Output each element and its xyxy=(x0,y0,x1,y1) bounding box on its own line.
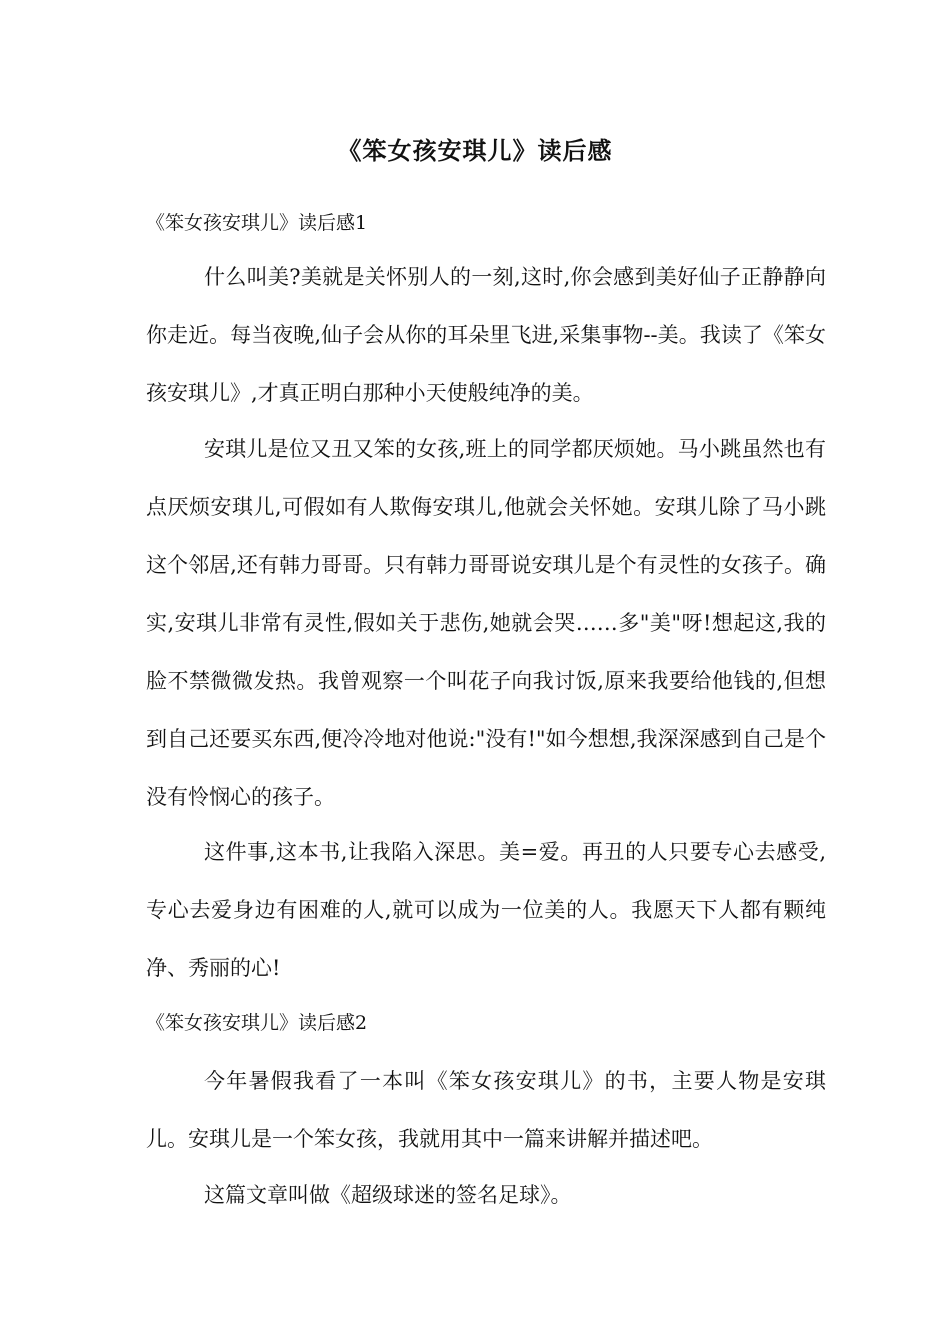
paragraph-2-2: 这篇文章叫做《超级球迷的签名足球》。 xyxy=(204,1183,572,1207)
section-heading-2: 《笨女孩安琪儿》读后感2 xyxy=(146,1012,368,1034)
paragraph-1-3: 这件事,这本书,让我陷入深思。美=爱。再丑的人只要专心去感受,专心去爱身边有困难的人,就可以成为一位美的人。我愿天下人都有颗纯净、秀丽的心! xyxy=(146,840,826,980)
section-heading-1: 《笨女孩安琪儿》读后感1 xyxy=(146,212,368,234)
paragraph-1-1: 什么叫美?美就是关怀别人的一刻,这时,你会感到美好仙子正静静向你走近。每当夜晚,仙子会从你的耳朵里飞进,采集事物--美。我读了《笨女孩安琪儿》,才真正明白那种小天使般纯净的美。 xyxy=(146,265,826,405)
paragraph-2-1: 今年暑假我看了一本叫《笨女孩安琪儿》的书，主要人物是安琪儿。安琪儿是一个笨女孩，我就用其中一篇来讲解并描述吧。 xyxy=(146,1069,826,1151)
paragraph-1-2: 安琪儿是位又丑又笨的女孩,班上的同学都厌烦她。马小跳虽然也有点厌烦安琪儿,可假如有人欺侮安琪儿,他就会关怀她。安琪儿除了马小跳这个邻居,还有韩力哥哥。只有韩力哥哥说安琪儿是个有灵性的女孩子。确实,安琪儿非常有灵性,假如关于悲伤,她就会哭……多"美"呀!想起这,我的脸不禁微微发热。我曾观察一个叫花子向我讨饭,原来我要给他钱的,但想到自己还要买东西,便冷冷地对他说:"没有!"如今想想,我深深感到自己是个没有怜悯心的孩子。 xyxy=(146,437,826,809)
document-title: 《笨女孩安琪儿》读后感 xyxy=(337,137,613,165)
